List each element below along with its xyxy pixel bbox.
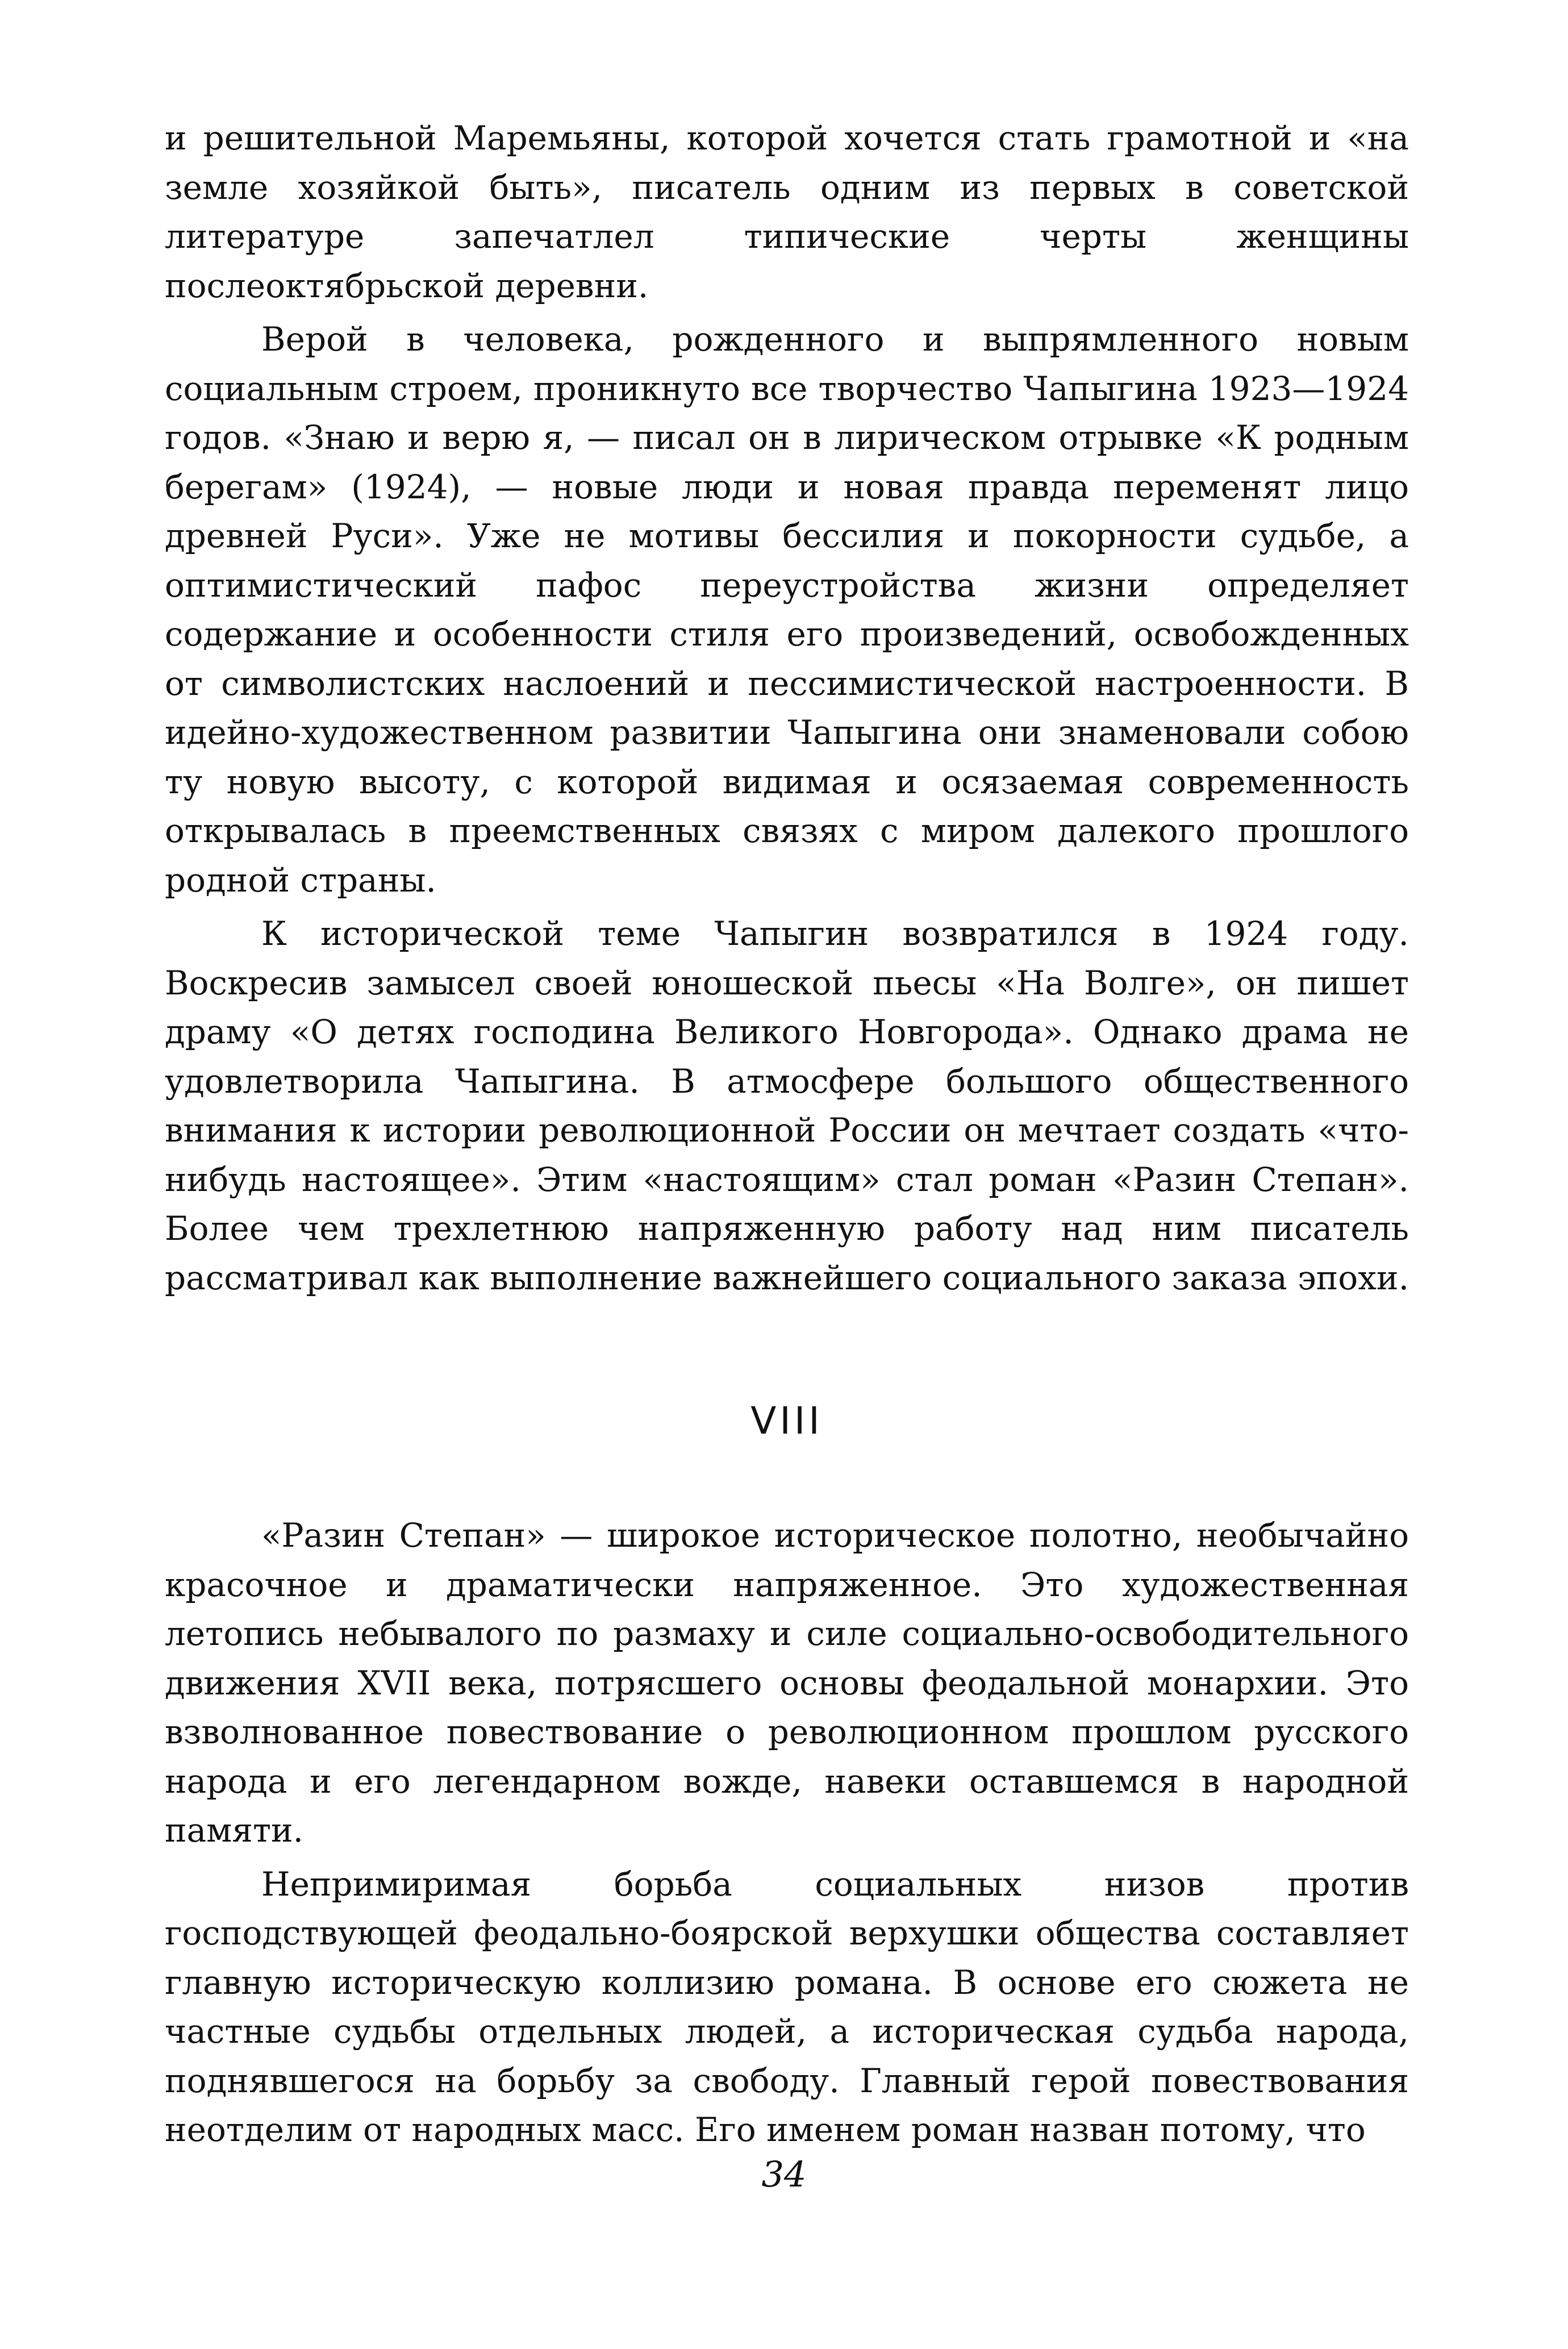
section-heading: VIII	[750, 1399, 823, 1443]
page-number: 34	[761, 2154, 807, 2195]
page-body	[165, 114, 1409, 2273]
paragraph-razin-stepan: «Разин Степан» — широкое историческое полотно, необычайно красочное и драматически напряженное. Это художественная летопись небывалого по размаху и силе социально-освободительного движения XVII века, потрясшего основы феодальной монархии. Это взволнованное повествование о революционном прошлом русского народа и его легендарном вожде, навеки оставшемся в народной памяти.	[165, 1516, 1409, 1850]
paragraph-historical-theme: К исторической теме Чапыгин возвратился в 1924 году. Воскресив замысел своей юношеской пьесы «На Волге», он пишет драму «О детях господина Великого Новгорода». Однако драма не удовлетворила Чапыгина. В атмосфере большого общественного внимания к истории революционной России он мечтает создать «что-нибудь настоящее». Этим «настоящим» стал роман «Разин Степан». Более чем трехлетнюю напряженную работу над ним писатель рассматривал как выполнение важнейшего социального заказа эпохи.	[165, 914, 1409, 1297]
paragraph-social-struggle: Непримиримая борьба социальных низов против господствующей феодально-боярской верхушки общества составляет главную историческую коллизию романа. В основе его сюжета не частные судьбы отдельных людей, а историческая судьба народа, поднявшегося на борьбу за свободу. Главный герой повествования неотделим от народных масс. Его именем роман назван потому, что	[165, 1864, 1409, 2149]
paragraph-chapygin-1923-1924: Верой в человека, рожденного и выпрямленного новым социальным строем, проникнуто все творчество Чапыгина 1923—1924 годов. «Знаю и верю я, — писал он в лирическом отрывке «К родным берегам» (1924), — новые люди и новая правда переменят лицо древней Руси». Уже не мотивы бессилия и покорности судьбе, а оптимистический пафос переустройства жизни определяет содержание и особенности стиля его произведений, освобожденных от символистских наслоений и пессимистической настроенности. В идейно-художественном развитии Чапыгина они знаменовали собою ту новую высоту, с которой видимая и осязаемая современность открывалась в преемственных связях с миром далекого прошлого родной страны.	[165, 320, 1409, 899]
paragraph-continuation: и решительной Маремьяны, которой хочется стать грамотной и «на земле хозяйкой быть», писатель одним из первых в советской литературе запечатлел типические черты женщины послеоктябрьской деревни.	[165, 119, 1409, 305]
